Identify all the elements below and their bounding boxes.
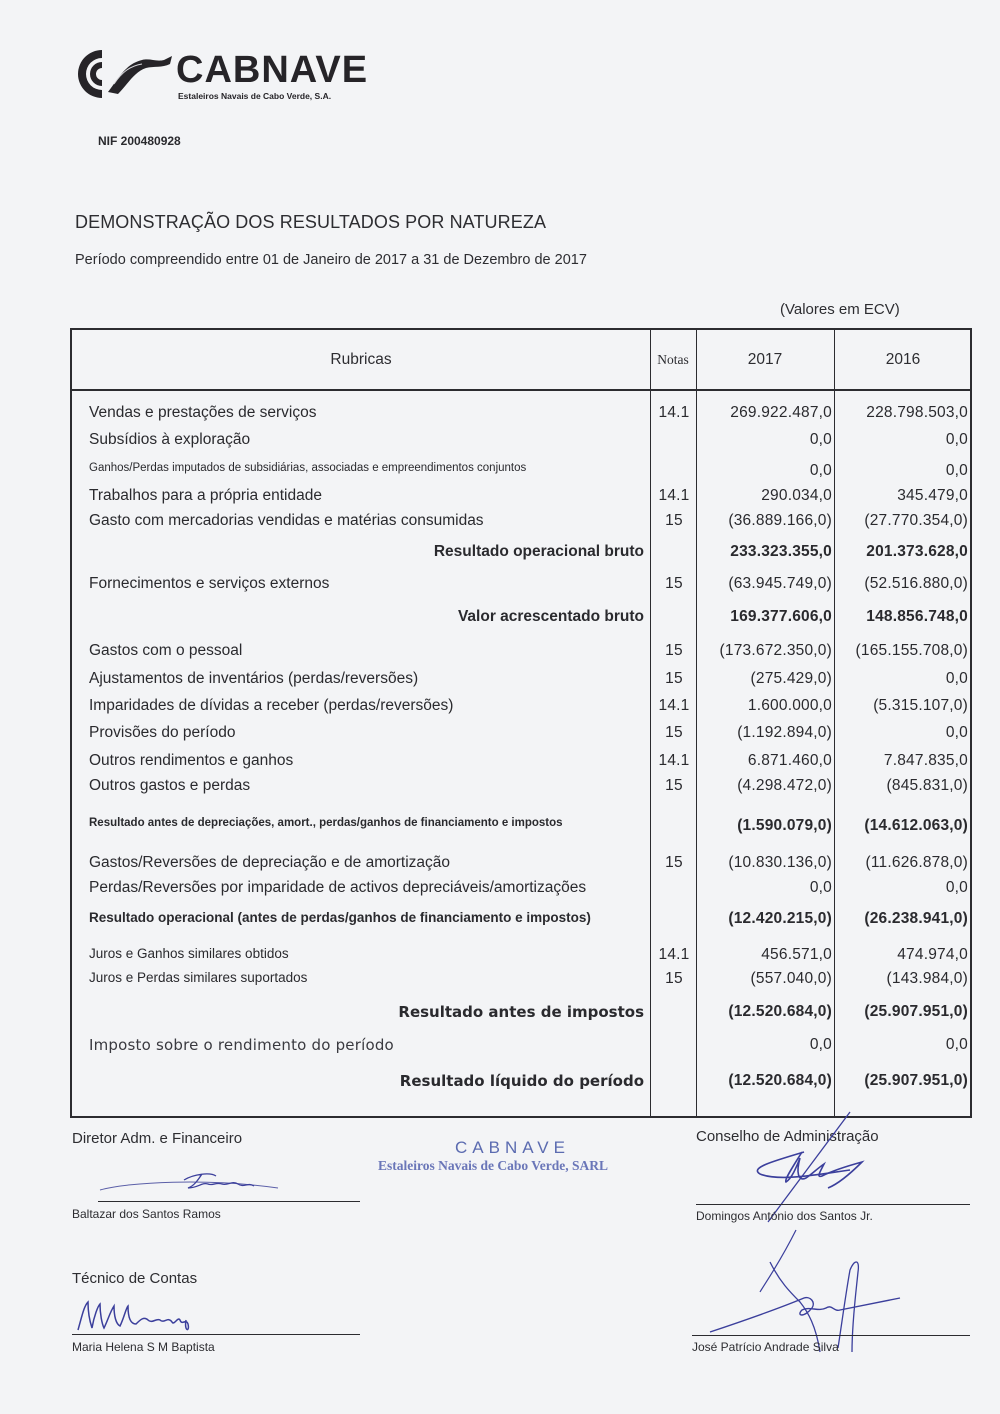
signature-line: [692, 1335, 970, 1336]
row-value-2017: (1.192.894,0): [737, 724, 832, 741]
row-value-2016: 148.856.748,0: [866, 608, 968, 625]
row-label: Fornecimentos e serviços externos: [89, 575, 330, 592]
column-header-2017: 2017: [747, 351, 783, 368]
row-label: Vendas e prestações de serviços: [89, 404, 317, 421]
row-value-2017: (12.520.684,0): [728, 1072, 832, 1089]
row-label: Gastos/Reversões de depreciação e de amortização: [89, 854, 451, 871]
row-value-2016: 474.974,0: [897, 946, 968, 963]
row-label: Perdas/Reversões por imparidade de activos depreciáveis/amortizações: [89, 879, 587, 896]
row-nota: 14.1: [658, 404, 690, 421]
row-nota: 14.1: [658, 697, 690, 714]
company-name: CABNAVE: [176, 49, 369, 91]
row-nota: 15: [665, 970, 683, 987]
row-value-2016: 7.847.835,0: [883, 752, 968, 769]
row-value-2016: (143.984,0): [886, 970, 968, 987]
row-label: Provisões do período: [89, 724, 236, 741]
row-label: Resultado líquido do período: [399, 1072, 644, 1090]
row-value-2016: (5.315.107,0): [873, 697, 968, 714]
board-member-1-name: Domingos António dos Santos Jr.: [696, 1209, 873, 1223]
row-value-2016: (26.238.941,0): [864, 910, 968, 927]
row-nota: 15: [665, 642, 683, 659]
row-value-2017: 456.571,0: [761, 946, 832, 963]
row-label: Outros rendimentos e ganhos: [89, 752, 294, 769]
company-stamp-subtitle: Estaleiros Navais de Cabo Verde, SARL: [378, 1158, 609, 1173]
row-nota: 15: [665, 575, 683, 592]
column-divider: [696, 330, 697, 1116]
row-label: Outros gastos e perdas: [89, 777, 251, 794]
row-label: Resultado operacional (antes de perdas/ganhos de financiamento e impostos): [89, 910, 591, 925]
signature-line: [98, 1201, 360, 1202]
accountant-name: Maria Helena S M Baptista: [72, 1340, 215, 1354]
row-nota: 15: [665, 724, 683, 741]
row-value-2016: (14.612.063,0): [864, 817, 968, 834]
header-divider: [72, 389, 970, 391]
row-label: Ajustamentos de inventários (perdas/reversões): [89, 670, 419, 687]
director-title: Diretor Adm. e Financeiro: [72, 1130, 243, 1147]
row-label: Resultado antes de impostos: [398, 1003, 644, 1021]
row-value-2016: 201.373.628,0: [866, 543, 968, 560]
column-divider: [650, 330, 651, 1116]
document-title: DEMONSTRAÇÃO DOS RESULTADOS POR NATUREZA: [75, 212, 547, 232]
row-value-2016: 0,0: [945, 724, 968, 741]
row-value-2017: (10.830.136,0): [728, 854, 832, 871]
row-value-2017: (63.945.749,0): [728, 575, 832, 592]
row-label: Trabalhos para a própria entidade: [89, 487, 322, 504]
row-value-2017: (1.590.079,0): [737, 817, 832, 834]
row-nota: 15: [665, 512, 683, 529]
row-value-2017: 1.600.000,0: [747, 697, 832, 714]
column-divider: [834, 330, 835, 1116]
row-label: Imposto sobre o rendimento do período: [89, 1036, 394, 1054]
row-label: Juros e Ganhos similares obtidos: [89, 946, 289, 961]
row-value-2017: 233.323.355,0: [730, 543, 832, 560]
company-logo: [72, 46, 372, 102]
row-label: Imparidades de dívidas a receber (perdas/reversões): [89, 697, 454, 714]
director-name: Baltazar dos Santos Ramos: [72, 1207, 221, 1221]
row-label: Resultado antes de depreciações, amort., perdas/ganhos de financiamento e impostos: [89, 817, 563, 829]
column-header-notas: Notas: [657, 352, 689, 367]
row-value-2017: 6.871.460,0: [747, 752, 832, 769]
board-member-2-name: José Patrício Andrade Silva: [692, 1340, 839, 1354]
row-value-2017: 0,0: [809, 462, 832, 479]
signature-line: [72, 1334, 360, 1335]
row-nota: 14.1: [658, 752, 690, 769]
currency-units: (Valores em ECV): [780, 301, 900, 318]
row-label: Resultado operacional bruto: [433, 543, 644, 560]
row-value-2016: (165.155.708,0): [855, 642, 968, 659]
board-signatures-icon: [700, 1112, 920, 1362]
row-value-2017: 169.377.606,0: [730, 608, 832, 625]
row-value-2016: (25.907.951,0): [864, 1003, 968, 1020]
column-header-rubricas: Rubricas: [330, 351, 392, 368]
row-nota: 15: [665, 777, 683, 794]
signature-line: [696, 1204, 970, 1205]
row-value-2016: 345.479,0: [897, 487, 968, 504]
cabnave-logo-icon: [72, 46, 182, 102]
row-value-2016: 0,0: [945, 879, 968, 896]
income-statement-table: [70, 328, 972, 1118]
row-value-2017: (12.520.684,0): [728, 1003, 832, 1020]
row-value-2016: (845.831,0): [886, 777, 968, 794]
accountant-title: Técnico de Contas: [72, 1270, 198, 1287]
row-value-2017: (173.672.350,0): [719, 642, 832, 659]
row-value-2017: 269.922.487,0: [730, 404, 832, 421]
row-value-2017: 290.034,0: [761, 487, 832, 504]
row-nota: 15: [665, 670, 683, 687]
row-label: Ganhos/Perdas imputados de subsidiárias, associadas e empreendimentos conjuntos: [89, 462, 527, 474]
board-title: Conselho de Administração: [696, 1128, 879, 1145]
director-signature-icon: [98, 1168, 298, 1200]
row-value-2016: 0,0: [945, 1036, 968, 1053]
company-stamp-name: CABNAVE: [455, 1138, 570, 1157]
row-value-2017: 0,0: [809, 879, 832, 896]
nif-number: NIF 200480928: [98, 134, 181, 148]
row-value-2017: (557.040,0): [750, 970, 832, 987]
row-value-2017: 0,0: [809, 1036, 832, 1053]
company-subtitle: Estaleiros Navais de Cabo Verde, S.A.: [178, 91, 332, 101]
accountant-signature-icon: [74, 1298, 234, 1334]
row-nota: 15: [665, 854, 683, 871]
row-label: Gasto com mercadorias vendidas e matérias consumidas: [89, 512, 484, 529]
row-value-2016: 0,0: [945, 670, 968, 687]
column-header-2016: 2016: [885, 351, 921, 368]
row-label: Juros e Perdas similares suportados: [89, 970, 308, 985]
row-value-2016: 0,0: [945, 431, 968, 448]
row-label: Gastos com o pessoal: [89, 642, 243, 659]
row-value-2016: 0,0: [945, 462, 968, 479]
row-value-2016: (52.516.880,0): [864, 575, 968, 592]
row-value-2017: (4.298.472,0): [737, 777, 832, 794]
document-period: Período compreendido entre 01 de Janeiro de 2017 a 31 de Dezembro de 2017: [75, 252, 587, 268]
row-value-2017: 0,0: [809, 431, 832, 448]
row-value-2017: (36.889.166,0): [728, 512, 832, 529]
row-nota: 14.1: [658, 487, 690, 504]
row-value-2016: (27.770.354,0): [864, 512, 968, 529]
row-value-2016: (11.626.878,0): [865, 854, 968, 871]
row-label: Subsídios à exploração: [89, 431, 251, 448]
row-nota: 14.1: [658, 946, 690, 963]
row-value-2016: (25.907.951,0): [864, 1072, 968, 1089]
row-label: Valor acrescentado bruto: [457, 608, 644, 625]
row-value-2017: (275.429,0): [750, 670, 832, 687]
row-value-2017: (12.420.215,0): [728, 910, 832, 927]
row-value-2016: 228.798.503,0: [866, 404, 968, 421]
